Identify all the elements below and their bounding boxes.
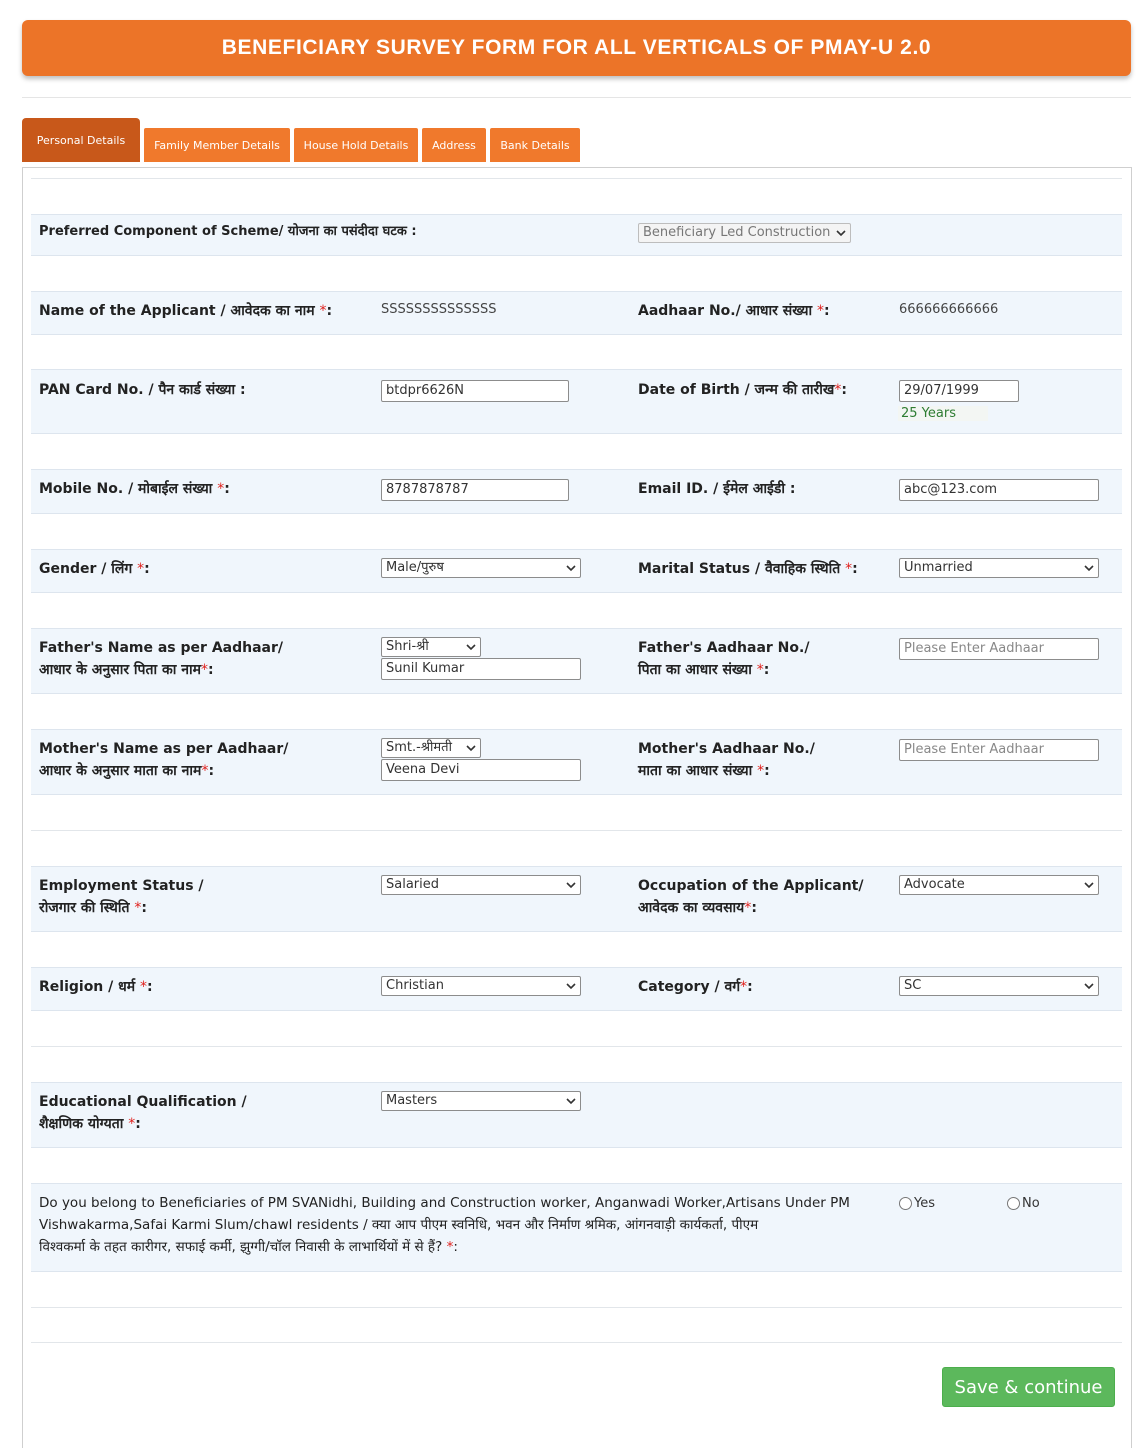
beneficiary-question-label: Do you belong to Beneficiaries of PM SVANidhi, Building and Construction worker, Anganwadi Worker,Artisans Under PM Vishwakarma,Safai Karmi Slum/chawl residents / क्या आप पीएम स्वनिधि, भवन और निर्माण श्रमिक, आंगनवाड़ी कार्यकर्ता, पीएम विश्वकर्मा के तहत कारीगर, सफाई कर्मी, झुग्गी/चॉल निवासी के लाभार्थियों में से हैं? *: [39,1195,850,1255]
religion-select[interactable]: Christian [381,976,581,996]
category-label: Category / वर्ग*: [638,979,753,995]
tab-household-details[interactable]: House Hold Details [294,128,418,162]
gender-label: Gender / लिंग *: [39,561,150,577]
tab-family-member-details[interactable]: Family Member Details [144,128,290,162]
divider [31,1307,1122,1308]
religion-label: Religion / धर्म *: [39,979,153,995]
chevron-down-icon [565,1095,577,1107]
divider [31,830,1122,831]
marital-label: Marital Status / वैवाहिक स्थिति *: [638,561,858,577]
mother-aadhaar-input[interactable]: Please Enter Aadhaar [899,739,1099,761]
chevron-down-icon [835,227,847,239]
aadhaar-label: Aadhaar No./ आधार संख्या *: [638,303,830,319]
pan-label: PAN Card No. / पैन कार्ड संख्या : [39,382,246,398]
employment-label: Employment Status / रोजगार की स्थिति *: [39,878,204,916]
chevron-down-icon [565,562,577,574]
divider [31,178,1122,179]
applicant-name-label: Name of the Applicant / आवेदक का नाम *: [39,303,333,319]
marital-select[interactable]: Unmarried [899,558,1099,578]
tab-address[interactable]: Address [422,128,486,162]
divider [31,1046,1122,1047]
chevron-down-icon [565,980,577,992]
education-label: Educational Qualification / शैक्षणिक योग्यता *: [39,1094,247,1132]
mother-aadhaar-label: Mother's Aadhaar No./ माता का आधार संख्या *: [638,741,815,779]
email-input[interactable]: abc@123.com [899,479,1099,501]
father-aadhaar-input[interactable]: Please Enter Aadhaar [899,638,1099,660]
scheme-select[interactable]: Beneficiary Led Construction [638,223,851,243]
aadhaar-value: 666666666666 [899,302,999,317]
employment-select[interactable]: Salaried [381,875,581,895]
mother-prefix-select[interactable]: Smt.-श्रीमती [381,738,481,758]
radio-circle-icon [1007,1197,1020,1210]
tab-personal-details[interactable]: Personal Details [22,118,140,162]
gender-select[interactable]: Male/पुरुष [381,558,581,578]
dob-label: Date of Birth / जन्म की तारीख*: [638,382,847,398]
father-name-input[interactable]: Sunil Kumar [381,658,581,680]
chevron-down-icon [565,879,577,891]
age-text: 25 Years [898,406,988,421]
father-prefix-select[interactable]: Shri-श्री [381,637,481,657]
divider [22,97,1131,98]
occupation-select[interactable]: Advocate [899,875,1099,895]
chevron-down-icon [1083,562,1095,574]
chevron-down-icon [465,641,477,653]
chevron-down-icon [1083,980,1095,992]
email-label: Email ID. / ईमेल आईडी : [638,481,796,497]
save-continue-button[interactable]: Save & continue [942,1367,1115,1407]
applicant-name-value: SSSSSSSSSSSSSS [381,302,497,317]
scheme-label: Preferred Component of Scheme/ योजना का पसंदीदा घटक : [39,224,417,239]
mobile-label: Mobile No. / मोबाईल संख्या *: [39,481,230,497]
divider [31,1342,1122,1343]
category-select[interactable]: SC [899,976,1099,996]
radio-circle-icon [899,1197,912,1210]
mother-name-input[interactable]: Veena Devi [381,759,581,781]
page-title: BENEFICIARY SURVEY FORM FOR ALL VERTICALS OF PMAY-U 2.0 [22,20,1131,76]
mother-name-label: Mother's Name as per Aadhaar/ आधार के अनुसार माता का नाम*: [39,741,289,779]
chevron-down-icon [465,742,477,754]
beneficiary-no-radio[interactable]: No [1007,1196,1040,1211]
father-aadhaar-label: Father's Aadhaar No./ पिता का आधार संख्या *: [638,640,810,678]
mobile-input[interactable]: 8787878787 [381,479,569,501]
father-name-label: Father's Name as per Aadhaar/ आधार के अनुसार पिता का नाम*: [39,640,283,678]
chevron-down-icon [1083,879,1095,891]
pan-input[interactable]: btdpr6626N [381,380,569,402]
education-select[interactable]: Masters [381,1091,581,1111]
dob-input[interactable]: 29/07/1999 [899,380,1019,402]
tab-bank-details[interactable]: Bank Details [490,128,580,162]
occupation-label: Occupation of the Applicant/ आवेदक का व्यवसाय*: [638,878,864,916]
beneficiary-yes-radio[interactable]: Yes [899,1196,935,1211]
